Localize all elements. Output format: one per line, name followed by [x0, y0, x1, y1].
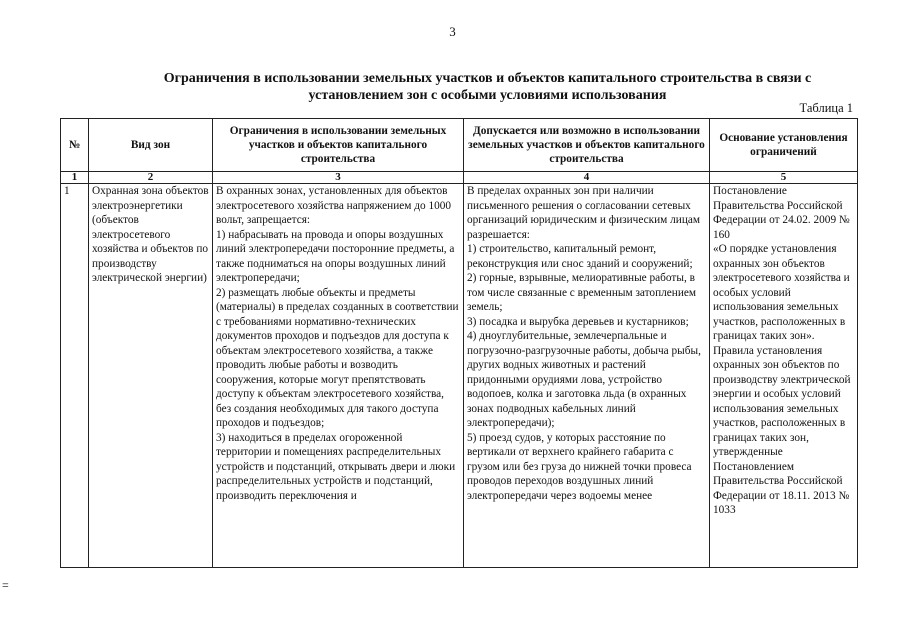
basis-cell [710, 184, 858, 568]
restriction-item-2: 2) размещать любые объекты и предметы (материалы) в пределах созданных в соответствии с требованиями нормативно-технических документов проходов и подъездов для доступа к объектам электросетевого хозяйства, а также проводить любые работы и возводить сооружения, которые могут препятствовать доступу к объектам электросетевого хозяйства, без создания необходимых для такого доступа проходов и подъездов; [216, 286, 459, 429]
document-title [120, 70, 855, 104]
table-label: Таблица 1 [799, 101, 853, 115]
title-line-1: Ограничения в использовании земельных участков и объектов капитального строительства в связи с [163, 71, 812, 86]
restriction-item-3: 3) находиться в пределах огороженной территории и помещениях распределительных устройств и подстанций, открывать двери и люки распределительных устройств и подстанций, производить переключения и [216, 431, 456, 502]
allowed-cell [464, 184, 710, 568]
header-basis: Основание установления ограничений [710, 119, 858, 172]
basis-resolution-160: Постановление Правительства Российской Федерации от 24.02. 2009 № 160 [713, 185, 850, 241]
header-row [61, 119, 858, 172]
allowed-item-2: 2) горные, взрывные, мелиоративные работы, в том числе связанные с временным затоплением земель; [467, 272, 697, 313]
column-number-1: 1 [61, 172, 89, 184]
allowed-item-4: 4) дноуглубительные, землечерпальные и погрузочно-разгрузочные работы, добыча рыбы, других водных животных и растений придонными орудиями лова, устройство водопоев, колка и заготовка льда (в охранных зонах подводных кабельных линий электропередачи); [467, 330, 701, 429]
allowed-item-3: 3) посадка и вырубка деревьев и кустарников; [467, 315, 689, 328]
header-number: № [61, 119, 89, 172]
column-number-2: 2 [89, 172, 213, 184]
title-line-2: установлением зон с особыми условиями использования [308, 88, 667, 103]
restriction-item-1: 1) набрасывать на провода и опоры воздушных линий электропередачи посторонние предметы, а также подниматься на опоры воздушных линий электропередачи; [216, 228, 455, 284]
header-restrictions: Ограничения в использовании земельных участков и объектов капитального строительства [213, 119, 464, 172]
allowed-item-1: 1) строительство, капитальный ремонт, реконструкция или снос зданий и сооружений; [467, 243, 693, 270]
header-zone-type: Вид зон [89, 119, 213, 172]
basis-resolution-160-title: «О порядке установления охранных зон объектов электросетевого хозяйства и особых условий использования земельных участков, расположенных в границах таких зон». [713, 243, 850, 342]
column-number-row [61, 172, 858, 184]
column-number-4: 4 [464, 172, 710, 184]
column-number-3: 3 [213, 172, 464, 184]
restriction-intro: В охранных зонах, установленных для объектов электросетевого хозяйства напряжением до 1000 вольт, запрещается: [216, 185, 452, 226]
header-allowed: Допускается или возможно в использовании земельных участков и объектов капитального строительства [464, 119, 710, 172]
table-row [61, 184, 858, 568]
restrictions-table [60, 118, 858, 568]
page-number: 3 [449, 24, 456, 39]
row-number: 1 [61, 184, 89, 568]
column-number-5: 5 [710, 172, 858, 184]
restrictions-cell [213, 184, 464, 568]
basis-rules-1033: Правила установления охранных зон объектов по производству электрической энергии и особых условий использования земельных участков, расположенных в границах таких зон, утвержденные Постановлением Правительства Российской Федерации от 18.11. 2013 № 1033 [713, 344, 851, 516]
allowed-intro: В пределах охранных зон при наличии письменного решения о согласовании сетевых организаций юридическим и физическим лицам разрешается: [467, 185, 701, 241]
zone-type-cell: Охранная зона объектов электроэнергетики (объектов электросетевого хозяйства и объектов по производству электрической энергии) [89, 184, 213, 568]
allowed-item-5: 5) проезд судов, у которых расстояние по вертикали от верхнего крайнего габарита с грузом или без груза до нижней точки провеса проводов переходов воздушных линий электропередачи через водоемы менее [467, 431, 692, 502]
margin-mark: = [2, 578, 9, 592]
